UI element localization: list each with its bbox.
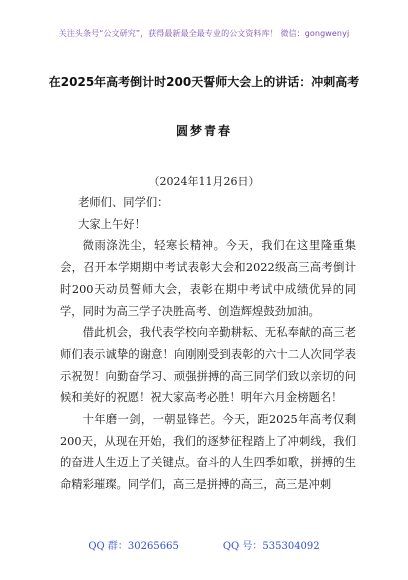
body-paragraph: 十年磨一剑，一朝显锋芒。今天，距2025年高考仅剩200天，从现在开始，我们的逐梦征程踏上了冲刺线，我们的奋进人生迈上了关键点。奋斗的人生四季如歌，拼搏的生命精彩璀璨。同学们，高三是拼搏的高三，高三是冲刺 (60, 413, 356, 492)
document-title: 在2025年高考倒计时200天誓师大会上的讲话：冲刺高考 (48, 75, 360, 89)
salutation: 老师们、同学们： (78, 196, 169, 209)
contact-footer (0, 537, 408, 552)
body-paragraph: 微雨涤洗尘，轻寒长精神。今天，我们在这里隆重集会，召开本学期期中考试表彰大会和2022级高三高考倒计时200天动员誓师大会，表彰在期中考试中成绩优异的同学，同时为高三学子决胜高考、创造辉煌鼓劲加油。 (60, 239, 356, 318)
greeting: 大家上午好！ (78, 217, 146, 231)
qq-number: QQ 号：535304092 (222, 541, 320, 552)
document-body (60, 192, 356, 496)
promo-header: 关注头条号“公文研究”，获得最新最全最专业的公文资料库！ 微信：gongwenyj (58, 29, 350, 38)
document-date: （2024年11月26日） (148, 175, 260, 188)
body-paragraph: 借此机会，我代表学校向辛勤耕耘、无私奉献的高三老师们表示诚挚的谢意！向刚刚受到表彰的六十二人次同学表示祝贺！向勤奋学习、顽强拼搏的高三同学们致以亲切的问候和美好的祝愿！祝大家高考必胜！明年六月金榜题名！ (60, 326, 356, 405)
qq-group: QQ 群：30265665 (88, 541, 179, 552)
document-subtitle: 圆梦青春 (175, 124, 232, 138)
